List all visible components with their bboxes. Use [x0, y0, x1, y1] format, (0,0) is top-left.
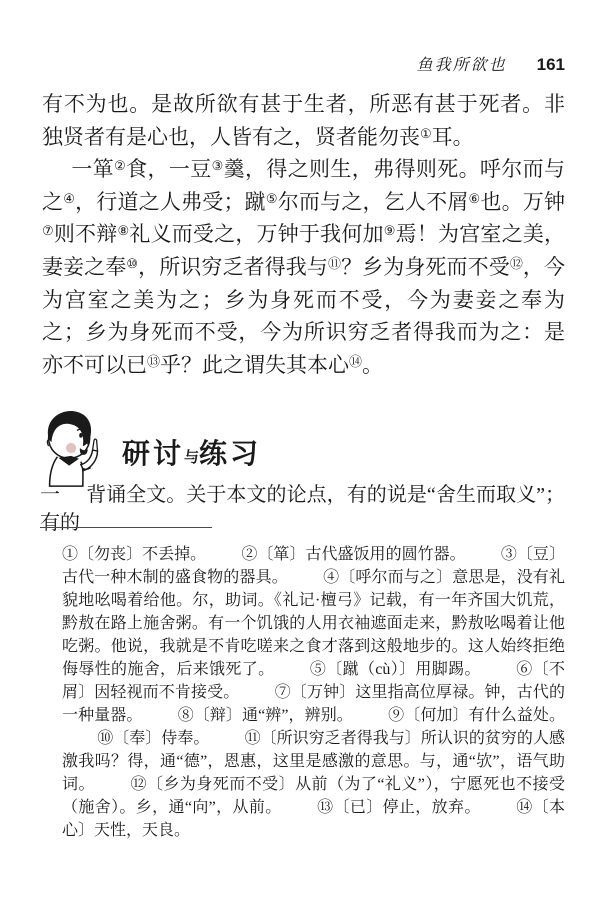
footnote-gap — [239, 696, 274, 697]
footnote-marker: ⑭ — [349, 353, 363, 369]
section-title-tail: 练习 — [199, 438, 262, 469]
footnote-entry: ⑨〔何加〕有什么益处。 — [388, 707, 565, 724]
footnote-gap — [62, 742, 97, 743]
footnote-marker: ④ — [63, 190, 76, 206]
footnote-entry: ⑤〔蹴（cù）〕用脚踢。 — [309, 661, 481, 678]
footnote-marker: ⑤ — [265, 190, 278, 206]
footnote-marker: ⑬ — [147, 353, 161, 369]
paragraph-1: 有不为也。是故所欲有甚于生者，所恶有甚于死者。非独贤者有是心也，人皆有之，贤者能勿丧①耳。 — [42, 92, 565, 149]
exercise-section-header — [38, 406, 261, 492]
lesson-body-text — [42, 88, 565, 381]
footnote-marker: ⑥ — [468, 190, 481, 206]
exercise-item-text: 背诵全文。关于本文的论点，有的说是“舍生而取义”；有的 — [40, 484, 565, 534]
footnote-entry: ⑫〔乡为身死而不受〕从前（为了“礼义”），宁愿死也不接受（施舍）。乡，通“向”，从前。 — [62, 776, 565, 816]
footnote-marker: ⑦ — [42, 223, 54, 239]
footnote-entry: ⑩〔奉〕侍奉。 — [97, 730, 210, 747]
footnote-gap — [481, 811, 516, 812]
section-title-main: 研讨 — [122, 438, 185, 469]
footnote-marker: ⑩ — [126, 255, 139, 271]
footnote-entry: ⑧〔辩〕通“辨”，辨别。 — [177, 707, 353, 724]
footnote-gap — [282, 811, 317, 812]
footnote-gap — [274, 673, 309, 674]
footnote-marker: ③ — [211, 158, 224, 174]
footnote-entry: ④〔呼尔而与之〕意思是，没有礼貌地吆喝着给他。尔，助词。《礼记·檀弓》记载，有一年齐国大饥荒，黔敖在路上施舍粥。有一个饥饿的人用衣袖遮面走来，黔敖吆喝着让他吃粥。他说，我就是不肯吃嗟来之食才落到这般地步的。这人始终拒绝侮辱性的施舍，后来饿死了。 — [62, 569, 565, 678]
footnote-entry: ⑥〔不屑〕因轻视而不肯接受。 — [62, 661, 565, 701]
exercise-item-1 — [40, 481, 565, 537]
footnote-gap — [481, 673, 516, 674]
footnote-gap — [353, 719, 388, 720]
section-title — [122, 432, 261, 472]
footnote-marker: ① — [420, 125, 432, 141]
footnote-entry: ⑪〔所识穷乏者得我与〕所认识的贫穷的人感激我吗？得，通“德”，恩惠，这里是感激的意思。与，通“欤”，语气助词。 — [62, 730, 565, 793]
footnote-text — [62, 543, 565, 842]
footnote-marker: ⑨ — [383, 223, 396, 239]
footnote-entry: ①〔勿丧〕不丢掉。 — [62, 546, 207, 563]
footnote-gap — [288, 581, 323, 582]
footnote-entry: ⑦〔万钟〕这里指高位厚禄。钟，古代的一种量器。 — [62, 684, 565, 724]
footnote-gap — [206, 558, 241, 559]
footnote-separator-rule — [40, 527, 212, 528]
footnote-entry: ②〔箪〕古代盛饭用的圆竹器。 — [241, 546, 466, 563]
exercise-item-number: 一 — [40, 484, 61, 506]
footnote-entry: ③〔豆〕古代一种木制的盛食物的器具。 — [62, 546, 565, 586]
page-number: 161 — [536, 55, 565, 74]
footnote-gap — [466, 558, 501, 559]
running-head — [40, 52, 565, 75]
footnote-marker: ⑪ — [327, 255, 342, 271]
footnote-entry: ⑬〔已〕停止，放弃。 — [316, 799, 481, 816]
footnote-gap — [142, 719, 177, 720]
footnote-entry: ⑭〔本心〕天性，天良。 — [62, 799, 565, 839]
footnote-marker: ② — [114, 158, 127, 174]
chapter-title: 鱼我所欲也 — [416, 57, 507, 74]
section-title-conjunction: 与 — [184, 449, 200, 466]
boy-mascot-icon — [38, 406, 112, 492]
paragraph-2: 一箪②食，一豆③羹，得之则生，弗得则死。呼尔而与之④，行道之人弗受；蹴⑤尔而与之，乞人不屑⑥也。万钟⑦则不辩⑧礼义而受之，万钟于我何加⑨焉！为宫室之美，妻妾之奉⑩，所识穷乏者得我与⑪？乡为身死而不受⑫，今为宫室之美为之；乡为身死而不受，今为妻妾之奉为之；乡为身死而不受，今为所识穷乏者得我而为之：是亦不可以已⑬乎？此之谓失其本心⑭。 — [42, 157, 566, 377]
footnote-gap — [95, 788, 130, 789]
footnote-gap — [209, 742, 244, 743]
footnote-marker: ⑧ — [117, 223, 130, 239]
footnote-marker: ⑫ — [509, 255, 523, 271]
